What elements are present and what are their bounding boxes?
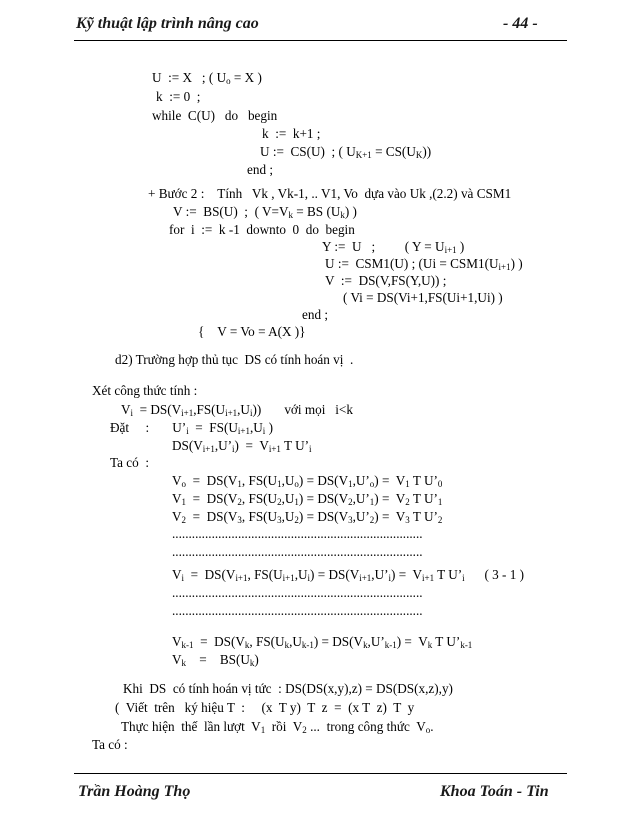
text-run: ,U: [281, 473, 295, 488]
subscript: 1: [277, 479, 282, 490]
text-run: , FS(U: [241, 473, 278, 488]
text-run: rồi V: [265, 719, 303, 734]
text-run: , FS(U: [241, 509, 278, 524]
text-run: d2) Trường hợp thủ tục DS có tính hoán vị .: [115, 352, 354, 367]
text-run: ) ): [510, 256, 523, 271]
subscript: k: [340, 210, 345, 221]
text-run: for i := k -1 downto 0 do begin: [169, 222, 355, 237]
subscript: 1: [369, 497, 375, 508]
subscript: 1: [437, 497, 443, 508]
subscript: i+1: [225, 408, 238, 419]
text-run: V: [172, 567, 182, 582]
text-run: ) = V: [374, 473, 406, 488]
text-line: [172, 545, 423, 558]
subscript: k: [288, 210, 293, 221]
text-line: [343, 291, 503, 304]
subscript: 1: [237, 479, 242, 490]
subscript: 1: [405, 479, 410, 490]
subscript: i: [462, 573, 465, 584]
text-run: { V = Vo = A(X )}: [198, 324, 306, 339]
subscript: i+1: [359, 573, 372, 584]
subscript: k: [244, 640, 250, 651]
text-run: end ;: [302, 307, 329, 322]
text-run: V: [172, 634, 182, 649]
subscript: i: [181, 573, 185, 584]
text-run: T U’: [409, 473, 438, 488]
subscript: 1: [260, 725, 266, 736]
text-line: [325, 274, 446, 287]
text-run: = BS (U: [292, 204, 341, 219]
subscript: i+1: [202, 444, 215, 455]
text-line: [247, 163, 273, 176]
text-line: [148, 187, 511, 200]
subscript: o: [294, 479, 299, 490]
text-run: V: [172, 473, 182, 488]
text-run: , FS(U: [249, 634, 285, 649]
subscript: i+1: [444, 245, 457, 256]
subscript: K+1: [355, 150, 372, 161]
text-run: , FS(U: [247, 567, 283, 582]
text-run: ) = V: [396, 634, 428, 649]
text-run: ,U’: [352, 509, 370, 524]
text-run: ( 3 - 1 ): [464, 567, 525, 582]
text-line: [152, 70, 262, 87]
text-run: ( Viết trên ký hiệu T : (x T y) T z = (x T z) T y: [115, 700, 415, 715]
subscript: 2: [294, 515, 299, 526]
text-line: [92, 384, 197, 397]
text-run: end ;: [247, 162, 274, 177]
text-run: T U’: [432, 634, 461, 649]
text-line: [123, 682, 453, 695]
text-run: ) = V: [234, 438, 269, 453]
text-run: U := CSM1(U) ; (Ui = CSM1(U: [325, 256, 499, 271]
text-run: = X ): [230, 70, 262, 85]
subscript: 2: [405, 497, 410, 508]
text-run: ............................................................................: [172, 526, 423, 541]
subscript: 2: [437, 515, 443, 526]
text-run: = CS(U: [371, 144, 416, 159]
text-run: U := CS(U) ; ( U: [260, 144, 356, 159]
text-run: ( Vi = DS(Vi+1,FS(Ui+1,Ui) ): [343, 290, 503, 305]
subscript: k-1: [301, 640, 314, 651]
subscript: k-1: [384, 640, 397, 651]
text-line: [173, 204, 357, 221]
subscript: 1: [348, 479, 353, 490]
subscript: 3: [348, 515, 353, 526]
text-run: + Bước 2 : Tính Vk , Vk-1, .. V1, Vo dựa vào Uk ,(2.2) và CSM1: [148, 186, 512, 201]
text-line: [169, 223, 355, 236]
text-run: = DS(V: [186, 491, 238, 506]
text-run: ............................................................................: [172, 544, 423, 559]
text-run: ,U: [237, 402, 250, 417]
text-run: V: [172, 509, 182, 524]
text-run: ): [254, 652, 259, 667]
subscript: k: [181, 658, 187, 669]
text-run: T U’: [409, 491, 438, 506]
text-run: = DS(V: [186, 473, 238, 488]
subscript: i: [232, 444, 235, 455]
page-number: - 44 -: [503, 15, 538, 32]
subscript: i+1: [181, 408, 194, 419]
text-run: V := BS(U) ; ( V=V: [173, 204, 289, 219]
footer-author: Trần Hoàng Thọ: [78, 783, 191, 800]
text-line: [198, 325, 306, 338]
text-run: ): [265, 420, 273, 435]
text-line: [172, 473, 443, 490]
subscript: i: [262, 426, 266, 437]
text-line: [260, 144, 432, 161]
subscript: 2: [237, 497, 242, 508]
text-line: [156, 90, 200, 103]
text-run: = DS(V: [193, 634, 245, 649]
text-line: [172, 509, 443, 526]
text-run: k := 0 ;: [156, 89, 201, 104]
text-line: [172, 634, 473, 651]
text-run: ) = V: [374, 491, 406, 506]
text-run: ,U’: [371, 567, 389, 582]
subscript: i+1: [268, 444, 281, 455]
text-line: [121, 719, 434, 736]
text-run: .: [430, 719, 434, 734]
text-run: V: [121, 402, 131, 417]
text-run: ) = V: [391, 567, 423, 582]
text-line: [172, 567, 525, 584]
text-run: DS(V: [172, 438, 203, 453]
header-rule: [74, 40, 567, 41]
subscript: o: [425, 725, 431, 736]
text-run: Xét công thức tính :: [92, 383, 198, 398]
subscript: k: [249, 658, 255, 669]
text-run: T U’: [409, 509, 438, 524]
text-run: = DS(V: [184, 567, 236, 582]
subscript: o: [369, 479, 375, 490]
text-run: Ta có :: [110, 455, 149, 470]
text-run: ) = DS(V: [298, 509, 349, 524]
text-line: [152, 109, 277, 122]
subscript: k-1: [460, 640, 473, 651]
text-run: ) = DS(V: [313, 634, 364, 649]
text-line: [172, 491, 443, 508]
text-run: ,FS(U: [193, 402, 226, 417]
text-run: = DS(V: [186, 509, 238, 524]
text-run: = BS(U: [186, 652, 250, 667]
text-run: ,U: [281, 491, 295, 506]
subscript: i+1: [498, 262, 511, 273]
text-run: )) với mọi i<k: [252, 402, 353, 417]
subscript: 0: [437, 479, 443, 490]
subscript: 3: [405, 515, 410, 526]
subscript: o: [181, 479, 187, 490]
text-run: ,U’: [214, 438, 233, 453]
subscript: 2: [302, 725, 307, 736]
text-run: ) ): [344, 204, 357, 219]
header-title: Kỹ thuật lập trình nâng cao: [76, 15, 259, 32]
text-run: k := k+1 ;: [262, 126, 321, 141]
text-run: ,U’: [352, 491, 370, 506]
subscript: i: [307, 573, 311, 584]
text-line: [92, 738, 128, 751]
subscript: o: [226, 76, 231, 87]
text-run: ,U’: [352, 473, 370, 488]
text-line: [115, 701, 414, 714]
text-line: [325, 256, 523, 273]
text-run: ,U: [281, 509, 295, 524]
subscript: i+1: [237, 426, 250, 437]
text-run: U := X ; ( U: [152, 70, 227, 85]
subscript: 2: [277, 497, 282, 508]
text-run: while C(U) do begin: [152, 108, 278, 123]
text-run: V := DS(V,FS(Y,U)) ;: [325, 273, 447, 288]
text-line: [172, 652, 259, 669]
text-run: Y := U ; ( Y = U: [322, 239, 445, 254]
text-line: [322, 239, 465, 256]
text-run: T U’: [434, 567, 463, 582]
footer-dept: Khoa Toán - Tin: [440, 783, 549, 800]
text-run: = FS(U: [188, 420, 238, 435]
text-line: [172, 438, 312, 455]
subscript: k: [284, 640, 290, 651]
subscript: 2: [348, 497, 353, 508]
subscript: 2: [181, 515, 187, 526]
subscript: K: [415, 150, 423, 161]
subscript: 3: [237, 515, 242, 526]
subscript: 1: [181, 497, 187, 508]
text-run: Ta có :: [92, 737, 128, 752]
text-run: T U’: [280, 438, 309, 453]
text-line: [302, 308, 328, 321]
subscript: 3: [277, 515, 282, 526]
text-run: ............................................................................: [172, 585, 423, 600]
text-line: [110, 420, 273, 437]
subscript: k-1: [181, 640, 194, 651]
subscript: k: [363, 640, 368, 651]
text-run: V: [172, 491, 182, 506]
subscript: 2: [369, 515, 375, 526]
subscript: i: [309, 444, 312, 455]
subscript: i: [249, 408, 253, 419]
text-run: Thực hiện thế lần lượt V: [121, 719, 261, 734]
text-run: ) = V: [374, 509, 406, 524]
text-run: V: [172, 652, 182, 667]
subscript: 1: [294, 497, 299, 508]
text-run: ............................................................................: [172, 603, 423, 618]
text-line: [172, 527, 423, 540]
text-run: ) = DS(V: [298, 491, 349, 506]
subscript: i: [186, 426, 189, 437]
text-run: , FS(U: [241, 491, 278, 506]
text-run: Đặt : U’: [110, 420, 187, 435]
text-run: ... trong công thức V: [306, 719, 426, 734]
subscript: i: [130, 408, 134, 419]
subscript: i: [388, 573, 392, 584]
text-run: = DS(V: [133, 402, 182, 417]
text-run: )): [422, 144, 432, 159]
subscript: i+1: [282, 573, 295, 584]
text-line: [110, 456, 149, 469]
text-run: Khi DS có tính hoán vị tức : DS(DS(x,y),z) = DS(DS(x,z),y): [123, 681, 453, 696]
subscript: k: [427, 640, 433, 651]
text-line: [172, 586, 423, 599]
text-line: [115, 353, 353, 366]
text-run: ) = DS(V: [310, 567, 360, 582]
text-line: [172, 604, 423, 617]
subscript: i+1: [422, 573, 435, 584]
text-run: ,U’: [367, 634, 385, 649]
subscript: i+1: [235, 573, 248, 584]
footer-rule: [74, 773, 567, 774]
text-run: ): [456, 239, 465, 254]
text-run: ,U: [249, 420, 263, 435]
text-run: ,U: [294, 567, 308, 582]
text-run: ) = DS(V: [298, 473, 349, 488]
text-run: ,U: [289, 634, 302, 649]
text-line: [121, 402, 353, 419]
text-line: [262, 127, 320, 140]
